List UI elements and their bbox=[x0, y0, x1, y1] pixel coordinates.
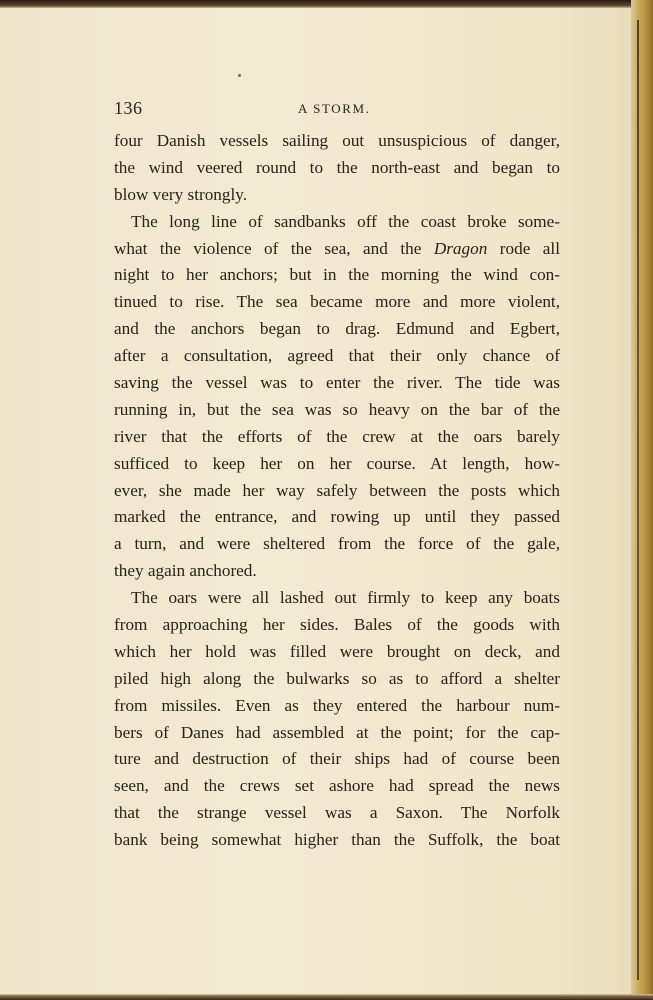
page-bottom-shadow bbox=[0, 994, 653, 1000]
text-line: from approaching her sides. Bales of the goods with bbox=[114, 615, 560, 635]
text-line: ture and destruction of their ships had of course been bbox=[114, 749, 560, 769]
text-line: piled high along the bulwarks so as to afford a shelter bbox=[114, 668, 560, 688]
page-top-shadow bbox=[0, 0, 653, 8]
text-line: they again anchored. bbox=[114, 561, 257, 581]
text-segment: rode all bbox=[487, 238, 560, 258]
text-line: ever, she made her way safely between the posts which bbox=[114, 480, 560, 500]
text-line: from missiles. Even as they entered the harbour num- bbox=[114, 695, 560, 715]
text-line: tinued to rise. The sea became more and more violent, bbox=[114, 292, 560, 312]
text-line: bers of Danes had assembled at the point; for the cap- bbox=[114, 722, 560, 742]
ink-speck bbox=[238, 74, 241, 77]
text-segment: what the violence of the sea, and the bbox=[114, 238, 434, 258]
text-line: which her hold was filled were brought on deck, and bbox=[114, 641, 560, 661]
ship-name-italic: Dragon bbox=[433, 238, 488, 258]
text-line: saving the vessel was to enter the river. The tide was bbox=[114, 373, 560, 393]
text-line-with-italic bbox=[114, 236, 560, 263]
text-line: running in, but the sea was so heavy on the bar of the bbox=[114, 399, 560, 419]
text-line: after a consultation, agreed that their only chance of bbox=[114, 346, 560, 366]
body-text bbox=[114, 128, 560, 854]
text-line: the wind veered round to the north-east and began to bbox=[114, 157, 560, 177]
text-line: and the anchors began to drag. Edmund and Egbert, bbox=[114, 319, 560, 339]
text-line: marked the entrance, and rowing up until they passed bbox=[114, 507, 560, 527]
text-line: The oars were all lashed out firmly to keep any boats bbox=[131, 588, 560, 608]
text-line: that the strange vessel was a Saxon. The Norfolk bbox=[114, 803, 560, 823]
page-gilt-edge bbox=[631, 0, 653, 1000]
text-line: bank being somewhat higher than the Suffolk, the boat bbox=[114, 830, 560, 850]
running-head: A STORM. bbox=[298, 101, 371, 116]
text-line: sufficed to keep her on her course. At length, how- bbox=[114, 453, 560, 473]
page-header bbox=[114, 98, 560, 122]
page-edge-line bbox=[637, 20, 639, 980]
page-number: 136 bbox=[114, 98, 143, 118]
text-line: river that the efforts of the crew at the oars barely bbox=[114, 426, 560, 446]
text-line: night to her anchors; but in the morning the wind con- bbox=[114, 265, 560, 285]
text-line: a turn, and were sheltered from the force of the gale, bbox=[114, 534, 560, 554]
text-line: seen, and the crews set ashore had spread the news bbox=[114, 776, 560, 796]
text-line: blow very strongly. bbox=[114, 184, 248, 204]
text-line: four Danish vessels sailing out unsuspicious of danger, bbox=[114, 131, 560, 150]
text-line: The long line of sandbanks off the coast broke some- bbox=[131, 211, 560, 231]
